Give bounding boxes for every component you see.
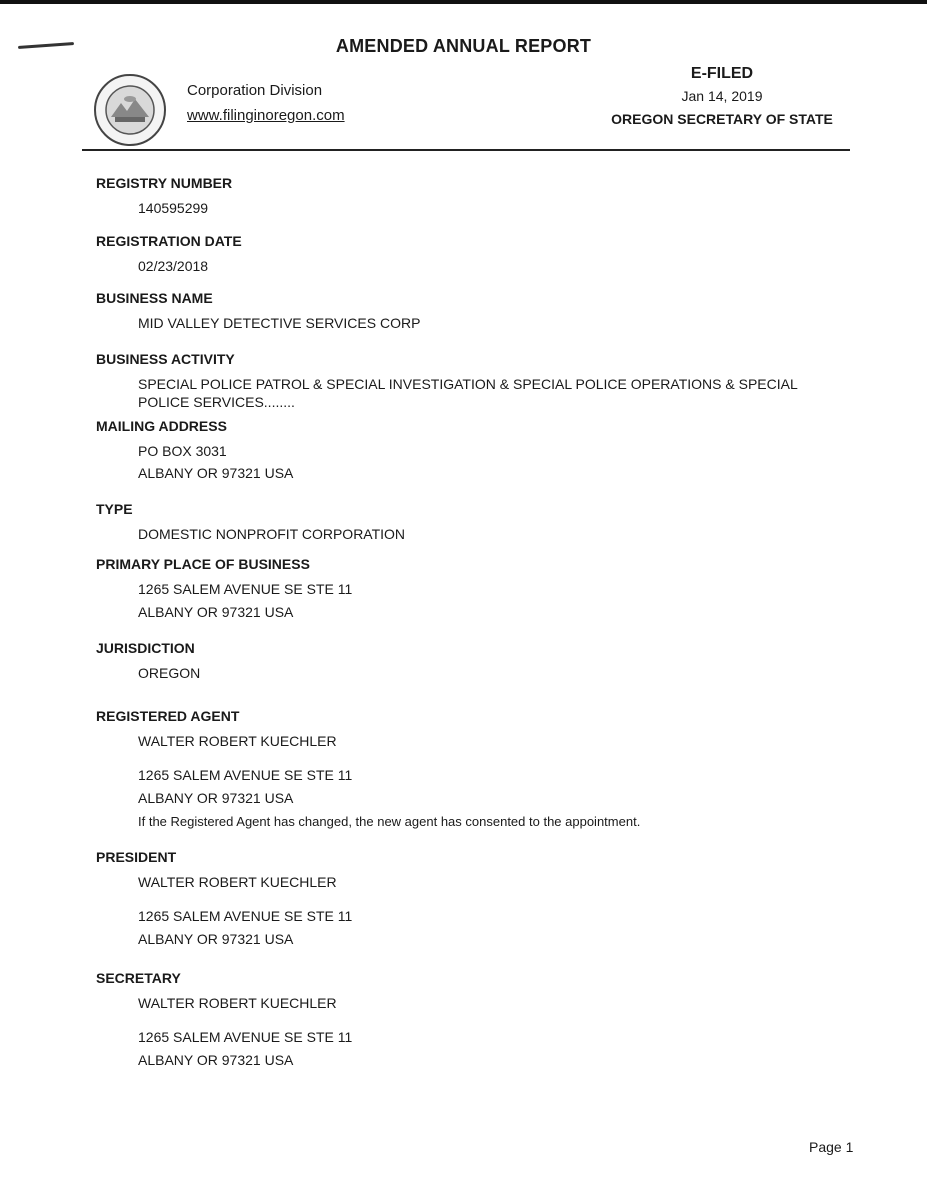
jurisdiction-label: JURISDICTION bbox=[96, 640, 195, 656]
registration-date-value: 02/23/2018 bbox=[138, 258, 209, 274]
secretary-line1: 1265 SALEM AVENUE SE STE 11 bbox=[138, 1029, 353, 1045]
president-name: WALTER ROBERT KUECHLER bbox=[138, 874, 337, 890]
filing-agency: OREGON SECRETARY OF STATE bbox=[611, 111, 833, 127]
secretary-label: SECRETARY bbox=[96, 970, 181, 986]
primary-place-line2: ALBANY OR 97321 USA bbox=[138, 604, 294, 620]
registered-agent-line1: 1265 SALEM AVENUE SE STE 11 bbox=[138, 767, 353, 783]
registered-agent-line2: ALBANY OR 97321 USA bbox=[138, 790, 294, 806]
mailing-address-line1: PO BOX 3031 bbox=[138, 443, 227, 459]
corporation-division: Corporation Division bbox=[187, 82, 323, 99]
filing-status: E-FILED bbox=[690, 65, 754, 82]
primary-place-line1: 1265 SALEM AVENUE SE STE 11 bbox=[138, 581, 353, 597]
business-activity-label: BUSINESS ACTIVITY bbox=[96, 351, 235, 367]
secretary-line2: ALBANY OR 97321 USA bbox=[138, 1052, 294, 1068]
filing-date: Jan 14, 2019 bbox=[681, 88, 763, 104]
registered-agent-name: WALTER ROBERT KUECHLER bbox=[138, 733, 337, 749]
oregon-state-seal bbox=[93, 73, 167, 147]
mailing-address-label: MAILING ADDRESS bbox=[96, 418, 227, 434]
website-link[interactable]: www.filinginoregon.com bbox=[187, 107, 345, 124]
header-divider bbox=[82, 149, 850, 151]
page-number: Page 1 bbox=[809, 1139, 854, 1155]
scan-top-border bbox=[0, 0, 927, 4]
document-title: AMENDED ANNUAL REPORT bbox=[335, 36, 592, 56]
filing-stamp bbox=[602, 65, 842, 127]
jurisdiction-value: OREGON bbox=[138, 665, 201, 681]
business-name-label: BUSINESS NAME bbox=[96, 290, 213, 306]
secretary-name: WALTER ROBERT KUECHLER bbox=[138, 995, 337, 1011]
type-value: DOMESTIC NONPROFIT CORPORATION bbox=[138, 526, 406, 542]
primary-place-label: PRIMARY PLACE OF BUSINESS bbox=[96, 556, 310, 572]
president-label: PRESIDENT bbox=[96, 849, 177, 865]
president-line2: ALBANY OR 97321 USA bbox=[138, 931, 294, 947]
president-line1: 1265 SALEM AVENUE SE STE 11 bbox=[138, 908, 353, 924]
registration-date-label: REGISTRATION DATE bbox=[96, 233, 242, 249]
registered-agent-note: If the Registered Agent has changed, the new agent has consented to the appointment. bbox=[138, 814, 641, 829]
registry-number-label: REGISTRY NUMBER bbox=[96, 175, 233, 191]
business-name-value: MID VALLEY DETECTIVE SERVICES CORP bbox=[138, 315, 421, 331]
type-label: TYPE bbox=[96, 501, 133, 517]
registered-agent-label: REGISTERED AGENT bbox=[96, 708, 240, 724]
registry-number-value: 140595299 bbox=[138, 200, 209, 216]
mailing-address-line2: ALBANY OR 97321 USA bbox=[138, 465, 294, 481]
business-activity-value: SPECIAL POLICE PATROL & SPECIAL INVESTIGATION & SPECIAL POLICE OPERATIONS & SPECIAL POLICE SERVICES........ bbox=[138, 376, 798, 410]
